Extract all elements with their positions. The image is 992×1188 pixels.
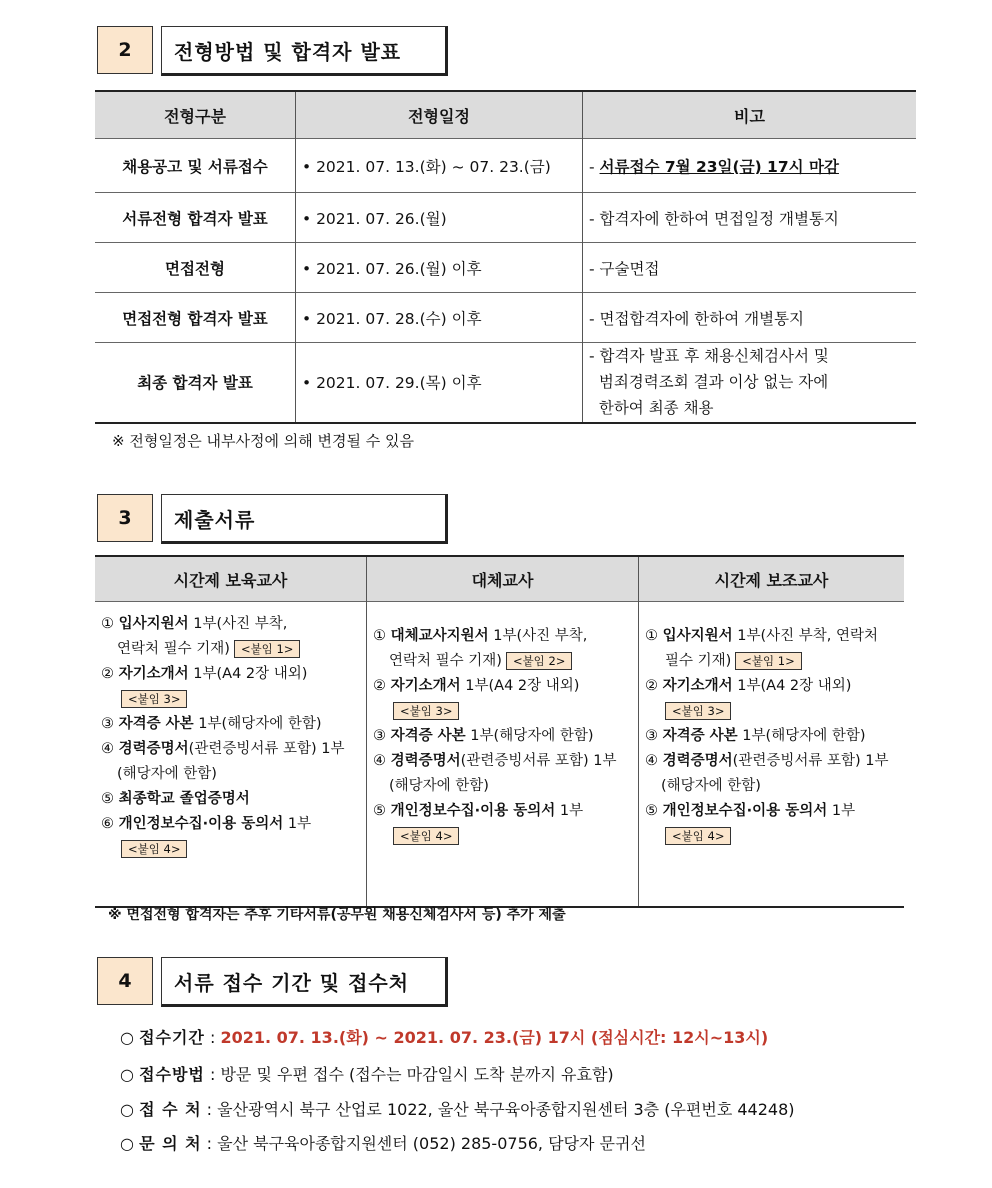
list-item: ② 자기소개서 1부(A4 2장 내외) (645, 678, 852, 694)
docs-col-teacher (95, 602, 367, 908)
section-title: 전형방법 및 합격자 발표 (161, 26, 448, 76)
schedule-table (95, 90, 916, 424)
col-header: 시간제 보조교사 (639, 556, 905, 602)
list-item: ③ 자격증 사본 1부(해당자에 한함) (373, 728, 594, 744)
attachment-tag: <붙임 3> (665, 702, 731, 720)
attachment-tag: <붙임 4> (665, 827, 731, 845)
section-number: 3 (97, 494, 153, 542)
docs-col-assistant (639, 602, 905, 908)
list-item (101, 837, 360, 862)
table-row (95, 602, 904, 908)
table-row (95, 343, 916, 423)
schedule-footnote: ※ 전형일정은 내부사정에 의해 변경될 수 있음 (112, 432, 414, 450)
list-item: ② 자기소개서 1부(A4 2장 내외) (373, 678, 580, 694)
note-cell (583, 139, 917, 193)
docs-col-substitute (367, 602, 639, 908)
stage-cell: 면접전형 (95, 243, 296, 293)
col-header: 전형일정 (296, 91, 583, 139)
date-cell: • 2021. 07. 29.(목) 이후 (296, 343, 583, 423)
info-period: ○ 접수기간 : 2021. 07. 13.(화) ~ 2021. 07. 23.(금) 17시 (점심시간: 12시~13시) (120, 1028, 769, 1047)
stage-cell: 서류전형 합격자 발표 (95, 193, 296, 243)
col-header: 시간제 보육교사 (95, 556, 367, 602)
date-cell: • 2021. 07. 26.(월) (296, 193, 583, 243)
period-value: 2021. 07. 13.(화) ~ 2021. 07. 23.(금) 17시 (점심시간: 12시~13시) (220, 1028, 769, 1047)
stage-cell: 채용공고 및 서류접수 (95, 139, 296, 193)
table-row (95, 193, 916, 243)
list-item: ① 입사지원서 1부(사진 부착, (101, 616, 288, 632)
stage-cell: 최종 합격자 발표 (95, 343, 296, 423)
list-item: 연락처 필수 기재) <붙임 2> (373, 649, 632, 674)
deadline-note: 서류접수 7월 23일(금) 17시 마감 (599, 157, 839, 176)
table-row (95, 293, 916, 343)
list-item: ③ 자격증 사본 1부(해당자에 한함) (645, 728, 866, 744)
list-item: ① 대체교사지원서 1부(사진 부착, (373, 628, 588, 644)
section-3-header (97, 494, 448, 542)
note-line: 범죄경력조회 결과 이상 없는 자에 (589, 373, 829, 392)
list-item: ① 입사지원서 1부(사진 부착, 연락처 (645, 628, 879, 644)
list-item (373, 824, 632, 849)
section-title: 제출서류 (161, 494, 448, 544)
section-number: 4 (97, 957, 153, 1005)
note-cell: - 면접합격자에 한하여 개별통지 (583, 293, 917, 343)
info-location: ○ 접 수 처 : 울산광역시 북구 산업로 1022, 울산 북구육아종합지원센터 3층 (우편번호 44248) (120, 1100, 795, 1119)
date-cell: • 2021. 07. 26.(월) 이후 (296, 243, 583, 293)
list-item: ⑤ 개인정보수집·이용 동의서 1부 (645, 803, 856, 819)
documents-table (95, 555, 904, 908)
section-title: 서류 접수 기간 및 접수처 (161, 957, 448, 1007)
section-number: 2 (97, 26, 153, 74)
note-cell (583, 343, 917, 423)
note-line: 한하여 최종 채용 (589, 399, 714, 418)
date-cell: • 2021. 07. 13.(화) ~ 07. 23.(금) (296, 139, 583, 193)
list-item: ③ 자격증 사본 1부(해당자에 한함) (101, 716, 322, 732)
attachment-tag: <붙임 3> (121, 690, 187, 708)
note-cell: - 합격자에 한하여 면접일정 개별통지 (583, 193, 917, 243)
list-item: (해당자에 한함) (117, 766, 217, 782)
note-line: - 합격자 발표 후 채용신체검사서 및 (589, 347, 829, 366)
list-item (645, 824, 898, 849)
table-row (95, 139, 916, 193)
list-item: (해당자에 한함) (389, 778, 489, 794)
attachment-tag: <붙임 2> (506, 652, 572, 670)
list-item: 필수 기재) <붙임 1> (645, 649, 898, 674)
col-header: 대체교사 (367, 556, 639, 602)
col-header: 비고 (583, 91, 917, 139)
attachment-tag: <붙임 4> (121, 840, 187, 858)
attachment-tag: <붙임 4> (393, 827, 459, 845)
section-2-header (97, 26, 448, 74)
list-item (373, 699, 632, 724)
section-4-header (97, 957, 448, 1005)
attachment-tag: <붙임 1> (735, 652, 801, 670)
col-header: 전형구분 (95, 91, 296, 139)
list-item (645, 699, 898, 724)
list-item (101, 687, 360, 712)
stage-cell: 면접전형 합격자 발표 (95, 293, 296, 343)
info-contact: ○ 문 의 처 : 울산 북구육아종합지원센터 (052) 285-0756, 담당자 문귀선 (120, 1134, 646, 1153)
list-item: ⑥ 개인정보수집·이용 동의서 1부 (101, 816, 312, 832)
list-item: ④ 경력증명서(관련증빙서류 포함) 1부 (645, 753, 889, 769)
list-item: ⑤ 개인정보수집·이용 동의서 1부 (373, 803, 584, 819)
note-cell: - 구술면접 (583, 243, 917, 293)
info-method: ○ 접수방법 : 방문 및 우편 접수 (접수는 마감일시 도착 분까지 유효함) (120, 1065, 614, 1084)
attachment-tag: <붙임 1> (234, 640, 300, 658)
documents-footnote: ※ 면접전형 합격자는 추후 기타서류(공무원 채용신체검사서 등) 추가 제출 (108, 907, 566, 923)
list-item: (해당자에 한함) (661, 778, 761, 794)
list-item: 연락처 필수 기재) <붙임 1> (101, 637, 360, 662)
list-item: ⑤ 최종학교 졸업증명서 (101, 791, 250, 807)
list-item: ④ 경력증명서(관련증빙서류 포함) 1부 (373, 753, 617, 769)
note-prefix: - (589, 157, 600, 176)
table-row (95, 243, 916, 293)
list-item: ④ 경력증명서(관련증빙서류 포함) 1부 (101, 741, 345, 757)
list-item: ② 자기소개서 1부(A4 2장 내외) (101, 666, 308, 682)
date-cell: • 2021. 07. 28.(수) 이후 (296, 293, 583, 343)
attachment-tag: <붙임 3> (393, 702, 459, 720)
